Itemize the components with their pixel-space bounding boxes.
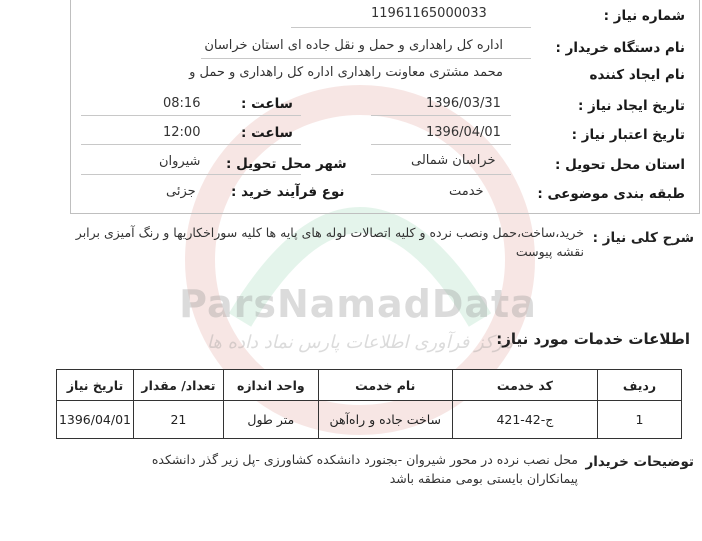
description-label: شرح کلی نیاز :: [592, 230, 694, 246]
process-type-value: جزئی: [166, 184, 196, 199]
divider: [371, 174, 511, 175]
created-date-label: تاریخ ایجاد نیاز :: [577, 98, 685, 114]
watermark-brand: ParsNamadData: [179, 282, 537, 326]
process-type-label: نوع فرآیند خرید :: [231, 184, 345, 200]
valid-date-value: 1396/04/01: [426, 125, 501, 140]
cell-row-number: 1: [598, 401, 682, 439]
divider: [201, 58, 531, 59]
watermark-tagline: مرکز فرآوری اطلاعات پارس نماد داده ها: [206, 332, 514, 353]
divider: [81, 174, 301, 175]
divider: [81, 115, 301, 116]
col-header-unit: واحد اندازه: [223, 370, 318, 401]
buyer-org-value: اداره کل راهداری و حمل و نقل جاده ای استان خراسان: [204, 38, 503, 53]
tender-info-box: [70, 0, 700, 214]
valid-date-label: تاریخ اعتبار نیاز :: [571, 127, 685, 143]
table-row: [57, 401, 682, 439]
cell-unit: متر طول: [223, 401, 318, 439]
creator-label: نام ایجاد کننده: [589, 67, 685, 83]
valid-time-label: ساعت :: [241, 125, 293, 141]
delivery-province-value: خراسان شمالی: [411, 153, 496, 168]
divider: [291, 27, 531, 28]
category-label: طبقه بندی موضوعی :: [537, 186, 685, 202]
col-header-service-name: نام خدمت: [318, 370, 452, 401]
buyer-notes-label: توضیحات خریدار: [585, 454, 694, 470]
description-text: خرید،ساخت،حمل ونصب نرده و کلیه اتصالات لوله های پایه ها کلیه سوراخکاریها و رنگ آمیزی برابر نقشه پیوست: [75, 225, 584, 259]
table-header-row: [57, 370, 682, 401]
valid-time-value: 12:00: [163, 125, 201, 140]
delivery-city-label: شهر محل تحویل :: [226, 156, 347, 172]
category-value: خدمت: [449, 184, 484, 199]
created-date-value: 1396/03/31: [426, 96, 501, 111]
creator-value: محمد مشتری معاونت راهداری اداره کل راهداری و حمل و: [189, 65, 503, 80]
cell-service-code: ج-42-421: [452, 401, 597, 439]
services-table: [56, 369, 682, 439]
delivery-province-label: استان محل تحویل :: [554, 157, 685, 173]
cell-quantity: 21: [133, 401, 223, 439]
need-number-value: 11961165000033: [371, 6, 487, 21]
divider: [371, 115, 511, 116]
cell-need-date: 1396/04/01: [57, 401, 134, 439]
col-header-need-date: تاریخ نیاز: [57, 370, 134, 401]
created-time-label: ساعت :: [241, 96, 293, 112]
buyer-org-label: نام دستگاه خریدار :: [555, 40, 685, 56]
col-header-row-number: ردیف: [598, 370, 682, 401]
col-header-quantity: تعداد/ مقدار: [133, 370, 223, 401]
cell-service-name: ساخت جاده و راه‌آهن: [318, 401, 452, 439]
divider: [371, 144, 511, 145]
col-header-service-code: کد خدمت: [452, 370, 597, 401]
buyer-notes-text: محل نصب نرده در محور شیروان -بجنورد دانشکده کشاورزی -پل زیر گذر دانشکده پیمانکاران بایستی بومی منطقه باشد: [151, 452, 578, 486]
created-time-value: 08:16: [163, 96, 201, 111]
need-number-label: شماره نیاز :: [603, 8, 685, 24]
services-section-title: اطلاعات خدمات مورد نیاز:: [496, 330, 690, 348]
divider: [81, 144, 301, 145]
delivery-city-value: شیروان: [159, 154, 201, 169]
